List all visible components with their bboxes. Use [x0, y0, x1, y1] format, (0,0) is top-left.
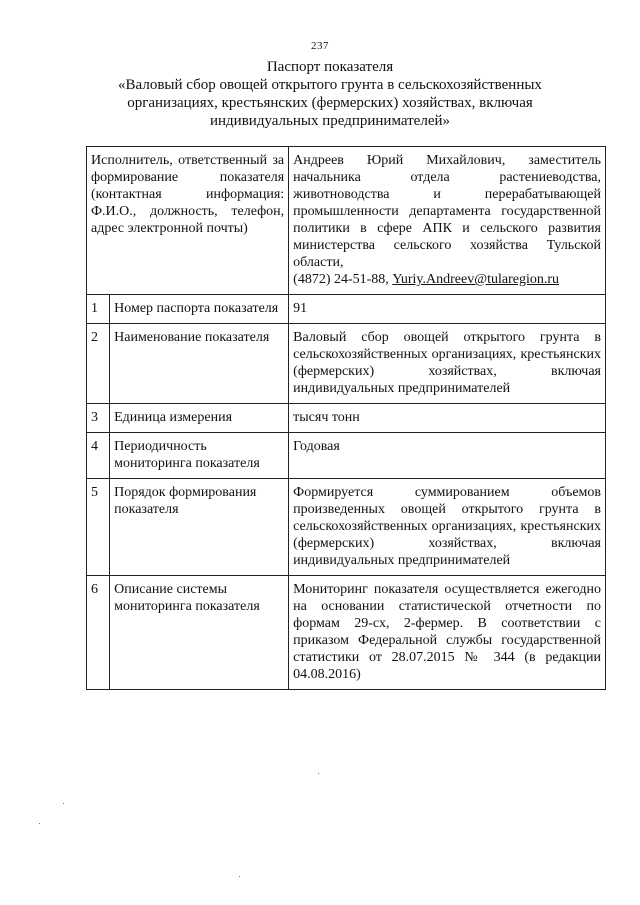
title-line-2: «Валовый сбор овощей открытого грунта в сельскохозяйственных: [118, 77, 542, 93]
title-line-4: индивидуальных предпринимателей»: [210, 113, 450, 129]
row-number: 2: [87, 324, 110, 404]
responsible-value: [289, 147, 606, 295]
row-label: Описание системы мониторинга показателя: [110, 576, 289, 690]
row-value: Мониторинг показателя осуществляется ежегодно на основании статистической отчетности по формам 29-сх, 2-фермер. В соответствии с приказом Федеральной службы государственной статистики от 28.07.2015 № 344 (в редакции 04.08.2016): [289, 576, 606, 690]
scan-speck: [318, 773, 319, 774]
row-value: Валовый сбор овощей открытого грунта в сельскохозяйственных организациях, крестьянских (фермерских) хозяйствах, включая индивидуальных предпринимателей: [289, 324, 606, 404]
scan-speck: [239, 876, 240, 877]
table-row-responsible: [87, 147, 606, 295]
title-line-1: Паспорт показателя: [266, 59, 394, 75]
passport-table: [86, 146, 606, 690]
row-number: 3: [87, 404, 110, 433]
row-label: Порядок формирования показателя: [110, 479, 289, 576]
row-label: Наименование показателя: [110, 324, 289, 404]
responsible-email-link[interactable]: Yuriy.Andreev@tularegion.ru: [392, 272, 560, 287]
row-label: Единица измерения: [110, 404, 289, 433]
row-number: 5: [87, 479, 110, 576]
row-value: Годовая: [289, 433, 606, 479]
title-line-3: организациях, крестьянских (фермерских) хозяйствах, включая: [127, 95, 533, 111]
table-row: [87, 295, 606, 324]
table-row: [87, 433, 606, 479]
table-row: [87, 576, 606, 690]
row-number: 6: [87, 576, 110, 690]
row-number: 1: [87, 295, 110, 324]
scan-speck: [63, 803, 64, 804]
responsible-phone: (4872) 24-51-88,: [293, 272, 389, 287]
row-value: тысяч тонн: [289, 404, 606, 433]
table-row: [87, 324, 606, 404]
table-row: [87, 479, 606, 576]
document-title: [60, 58, 600, 130]
responsible-details: Андреев Юрий Михайлович, заместитель начальника отдела растениеводства, животноводства и перерабатывающей промышленности департамента государственной политики в сфере АПК и сельского развития министерства сельского хозяйства Тульской области,: [293, 153, 601, 270]
row-label: Периодичность мониторинга показателя: [110, 433, 289, 479]
row-number: 4: [87, 433, 110, 479]
responsible-label: Исполнитель, ответственный за формирование показателя (контактная информация: Ф.И.О., должность, телефон, адрес электронной почты): [87, 147, 289, 295]
page-number: 237: [311, 40, 329, 52]
scan-speck: [39, 823, 40, 824]
row-value: 91: [289, 295, 606, 324]
row-label: Номер паспорта показателя: [110, 295, 289, 324]
row-value: Формируется суммированием объемов произведенных овощей открытого грунта в сельскохозяйственных организациях, крестьянских (фермерских) хозяйствах, включая индивидуальных предпринимателей: [289, 479, 606, 576]
table-row: [87, 404, 606, 433]
